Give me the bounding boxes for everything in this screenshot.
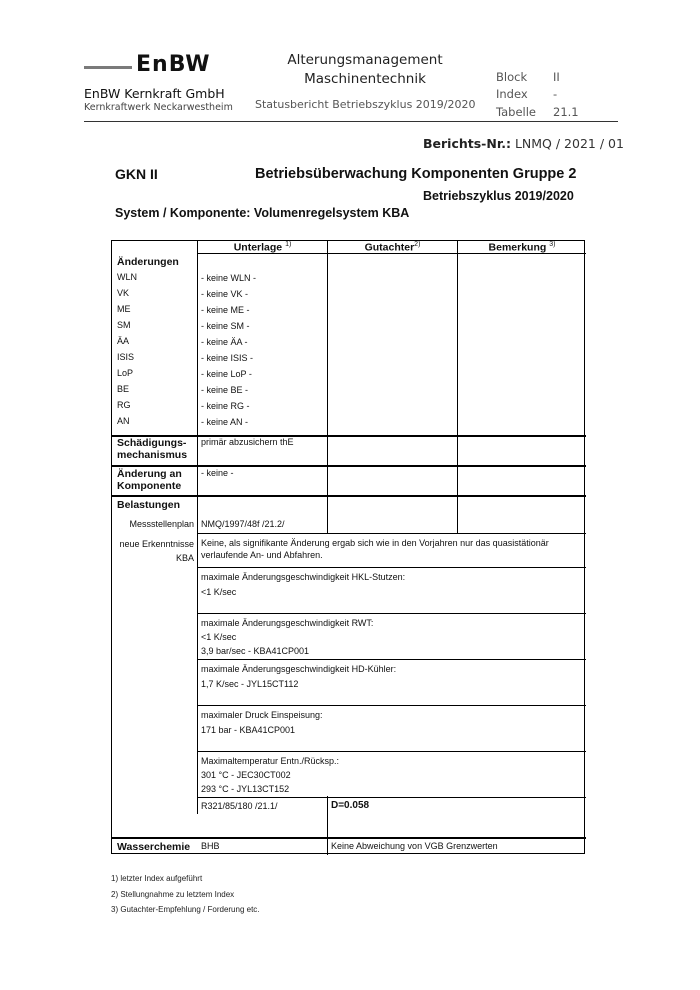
company-name: EnBW Kernkraft GmbH [84, 86, 225, 101]
change-value: - keine ÄA - [201, 337, 248, 347]
report-number-label: Berichts-Nr.: [423, 136, 511, 151]
load-block-injection-pressure: maximaler Druck Einspeisung: 171 bar - KBA41CP001 [201, 710, 323, 735]
col-divider-1 [197, 241, 198, 814]
measuring-plan-value: NMQ/1997/48f /21.2/ [201, 519, 285, 529]
enbw-logo: EnBW [136, 52, 211, 77]
system-label: System / Komponente: Volumenregelsystem KBA [115, 206, 410, 220]
meta-table-label: Tabelle [496, 105, 537, 119]
change-value: - keine ISIS - [201, 353, 254, 363]
change-label: RG [117, 400, 131, 410]
water-chemistry-label: Wasserchemie [117, 841, 191, 853]
header-title-line2: Maschinentechnik [304, 71, 426, 87]
col-divider-2-bottom [327, 796, 328, 839]
load-block-rwt: maximale Änderungsgeschwindigkeit RWT: <1 K/sec 3,9 bar/sec - KBA41CP001 [201, 618, 374, 656]
unit-label: GKN II [115, 166, 158, 182]
measuring-plan-label: Messstellenplan [129, 519, 194, 529]
plant-name: Kernkraftwerk Neckarwestheim [84, 102, 233, 113]
changes-heading: Änderungen [117, 256, 179, 268]
new-findings-text: Keine, als signifikante Änderung ergab sich wie in den Vorjahren nur das quasistätionär verlaufende An- und Abfahren. [201, 538, 549, 560]
status-report-label: Statusbericht Betriebszyklus 2019/2020 [255, 98, 476, 111]
cycle-label: Betriebszyklus 2019/2020 [423, 189, 574, 203]
d-value: D=0.058 [331, 800, 370, 811]
change-label: ÄA [117, 336, 130, 346]
component-change-label: Änderung an Komponente [117, 468, 182, 492]
damage-value: primär abzusichern thE [201, 437, 294, 447]
reference-value: R321/85/180 /21.1/ [201, 801, 278, 811]
meta-block-label: Block [496, 70, 528, 84]
meta-index-value: - [553, 87, 558, 101]
water-chemistry-remark: Keine Abweichung von VGB Grenzwerten [331, 841, 498, 851]
col-header-unterlage: Unterlage $^{1)}$ [233, 241, 292, 254]
change-label: SM [117, 320, 131, 330]
footnote-1: 1) letzter Index aufgeführt [111, 874, 203, 883]
change-value: - keine AN - [201, 417, 249, 427]
col-header-gutachter: Gutachter$^{2)}$ [364, 241, 421, 254]
report-number-value: LNMQ / 2021 / 01 [514, 136, 624, 151]
change-label: ISIS [117, 352, 135, 362]
change-value: - keine RG - [201, 401, 250, 411]
new-findings-label: neue Erkenntnisse KBA [119, 539, 194, 563]
change-value: - keine WLN - [201, 273, 257, 283]
header-title-line1: Alterungsmanagement [287, 52, 443, 68]
row-line-loads [112, 495, 586, 497]
change-label: VK [117, 288, 130, 298]
change-value: - keine BE - [201, 385, 249, 395]
load-block-hkl: maximale Änderungsgeschwindigkeit HKL-Stutzen: <1 K/sec [201, 572, 406, 597]
change-label: LoP [117, 368, 134, 378]
header-divider [84, 121, 618, 122]
report-number [423, 136, 624, 151]
change-value: - keine LoP - [201, 369, 252, 379]
loads-label: Belastungen [117, 499, 181, 511]
footnote-3: 3) Gutachter-Empfehlung / Forderung etc. [111, 905, 260, 914]
load-block-hd-cooler: maximale Änderungsgeschwindigkeit HD-Kühler: 1,7 K/sec - JYL15CT112 [201, 664, 397, 689]
row-line-component [112, 465, 586, 467]
load-block-max-temperature: Maximaltemperatur Entn./Rücksp.: 301 °C - JEC30CT002 293 °C - JYL13CT152 [201, 756, 340, 794]
change-label: AN [117, 416, 130, 426]
col-header-bemerkung: Bemerkung $^{3)}$ [488, 241, 556, 254]
water-chemistry-value: BHB [201, 841, 220, 851]
change-label: ME [117, 304, 131, 314]
damage-label: Schädigungs- mechanismus [117, 437, 188, 461]
row-line-water [112, 837, 586, 839]
footnote-2: 2) Stellungnahme zu letztem Index [111, 890, 235, 899]
component-change-value: - keine - [201, 468, 234, 478]
meta-index-label: Index [496, 87, 528, 101]
change-value: - keine VK - [201, 289, 249, 299]
status-table [111, 240, 585, 854]
change-value: - keine ME - [201, 305, 250, 315]
meta-block-value: II [553, 70, 560, 84]
change-value: - keine SM - [201, 321, 250, 331]
change-label: WLN [117, 272, 137, 282]
row-line-plan [197, 533, 586, 534]
meta-table-value: 21.1 [553, 105, 579, 119]
page-title: Betriebsüberwachung Komponenten Gruppe 2 [255, 166, 577, 182]
logo-rule [84, 66, 132, 69]
change-label: BE [117, 384, 130, 394]
